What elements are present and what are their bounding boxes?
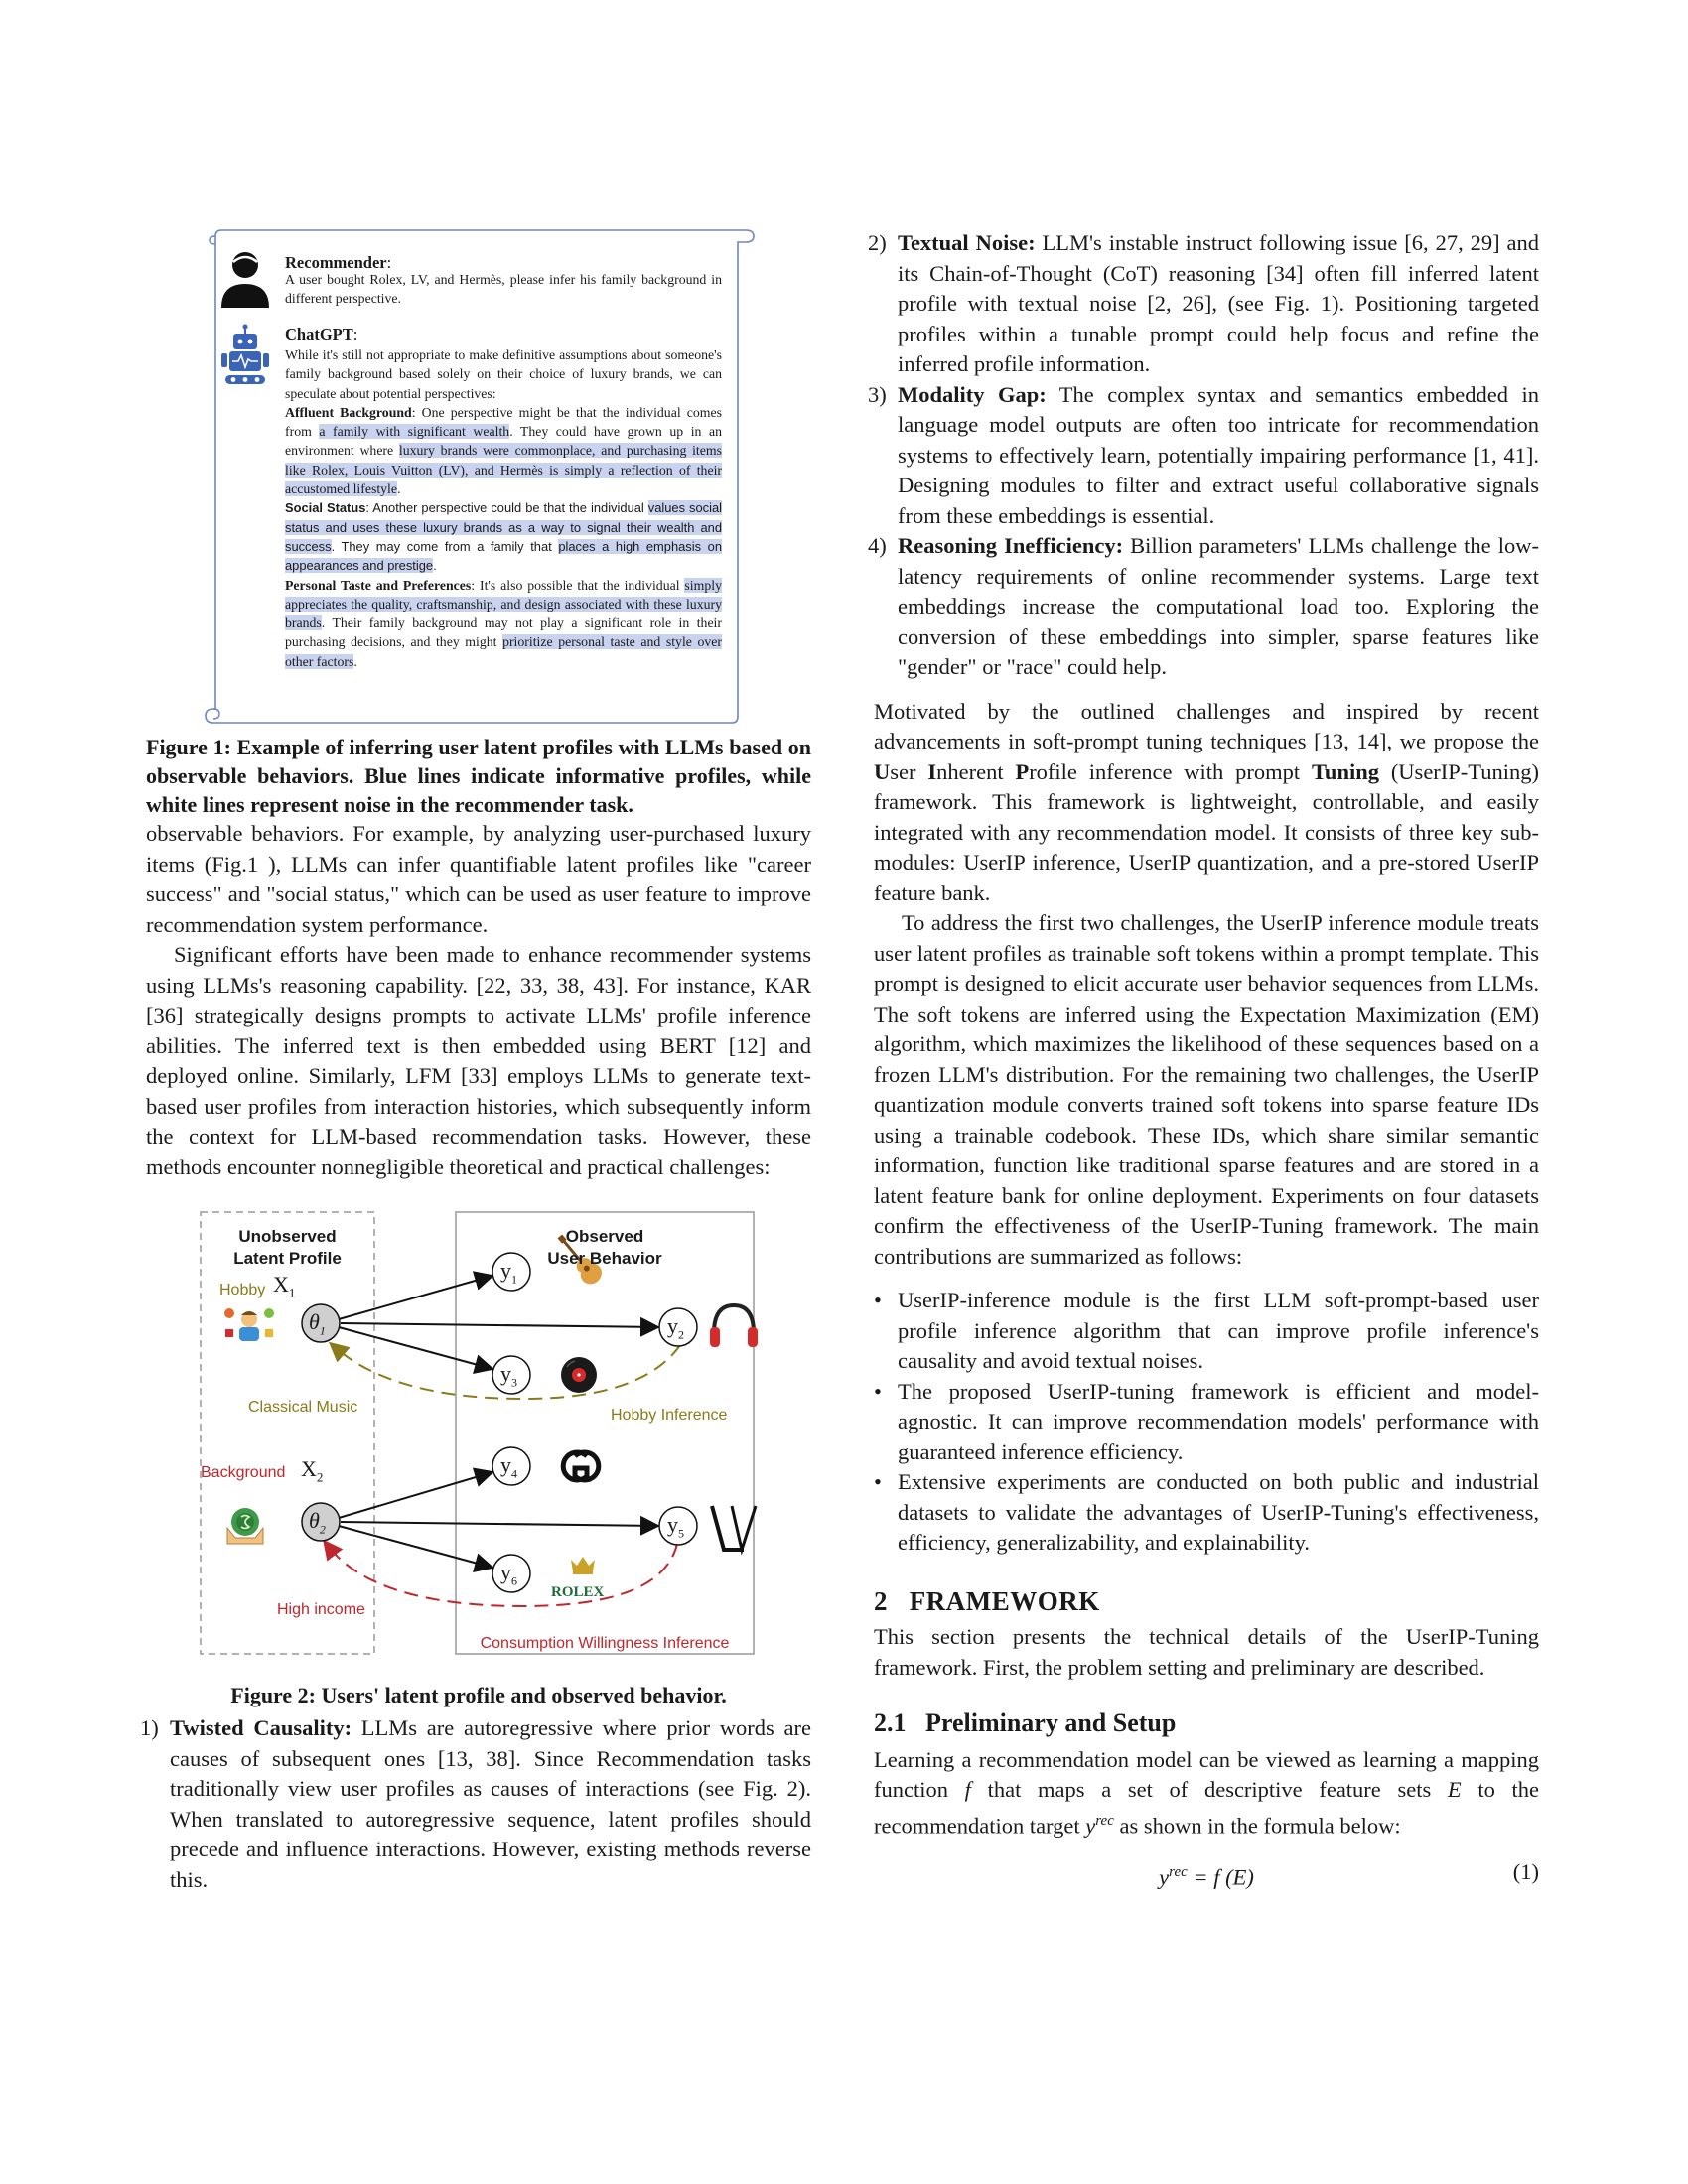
- hobby-label: Hobby: [219, 1282, 266, 1298]
- left-column: [140, 228, 812, 1895]
- left-paragraph-1: observable behaviors. For example, by analyzing user-purchased luxury items (Fig.1 ), LLMs can infer quantifiable latent profiles like "career success" and "social status," which can be used as user feature to improve recommendation system performance.: [146, 821, 811, 937]
- chatgpt-intro: While it's still not appropriate to make definitive assumptions about someone's family background based solely on their choice of luxury brands, we can speculate about potential perspectives:: [285, 347, 722, 401]
- personal-taste-paragraph: Personal Taste and Preferences: It's also possible that the individual simply appreciates the quality, craftsmanship, and design associated with these luxury brands. Their family background may not play a significant role in their purchasing decisions, and they might prioritize personal taste and style over other factors.: [285, 577, 722, 669]
- challenge-item: 1) Twisted Causality: LLMs are autoregressive where prior words are causes of subsequent ones [13, 38]. Since Recommendation tasks traditionally view user profiles as causes of interactions (see Fig. 2). When translated to autoregressive sequence, latent profiles should precede and influence interactions. However, existing methods reverse this.: [140, 1715, 812, 1892]
- affluent-paragraph: Affluent Background: One perspective might be that the individual comes from a family with significant wealth. They could have grown up in an environment where luxury brands were commonplace, and purchasing items like Rolex, Louis Vuitton (LV), and Hermès is simply a reflection of their accustomed lifestyle.: [285, 404, 722, 497]
- headphones-icon: [710, 1305, 758, 1347]
- section-2-1-heading: 2.1 Preliminary and Setup: [874, 1708, 1177, 1737]
- figure-1-caption: Figure 1: Example of inferring user latent profiles with LLMs based on observable behaviors. Blue lines indicate informative profiles, while white lines represent noise in the recommender task.: [146, 735, 811, 817]
- challenge-item: 4) Reasoning Inefficiency: Billion parameters' LLMs challenge the low-latency requirements of online recommender systems. Large text embeddings increase the computational load too. Exploring the conversion of these embeddings into simpler, sparse features like "gender" or "race" could help.: [868, 533, 1539, 679]
- section-2-intro: This section presents the technical details of the UserIP-Tuning framework. First, the problem setting and preliminary are described.: [874, 1624, 1539, 1680]
- gucci-logo-icon: [563, 1452, 599, 1480]
- y4-node: $y_4$: [500, 1452, 517, 1481]
- address-paragraph: To address the first two challenges, the UserIP inference module treats user latent profiles as trainable soft tokens within a prompt template. This prompt is designed to elicit accurate user behavior sequences from LLMs. The soft tokens are inferred using the Expectation Maximization (EM) algorithm, which maximizes the likelihood of these sequences based on a frozen LLM's distribution. For the remaining two challenges, the UserIP quantization module converts trained soft tokens into sparse feature IDs using a trainable codebook. These IDs, which share similar semantic information, function like traditional sparse features and are stored in a latent feature bank for online deployment. Experiments on four datasets confirm the effectiveness of the UserIP-Tuning framework. The main contributions are summarized as follows:: [874, 910, 1539, 1269]
- contribution-item: • UserIP-inference module is the first LLM soft-prompt-based user profile inference algorithm that can improve profile inference's causality and avoid textual noises.: [874, 1288, 1539, 1373]
- equation-number: (1): [1512, 1858, 1539, 1884]
- lv-logo-icon: [712, 1506, 756, 1550]
- x2-label: $X_2$: [301, 1456, 324, 1485]
- contribution-item: • Extensive experiments are conducted on both public and industrial datasets to validate the advantages of UserIP-Tuning's effectiveness, efficiency, generalizability, and explainability.: [874, 1469, 1539, 1555]
- recommender-prompt: A user bought Rolex, LV, and Hermès, please infer his family background in different perspective.: [285, 272, 722, 307]
- y3-node: $y_3$: [500, 1361, 517, 1390]
- hobby-inference-label: Hobby Inference: [611, 1407, 728, 1424]
- figure-2-diagram: [146, 1204, 811, 1681]
- observed-label: Observed User Behavior: [547, 1227, 662, 1268]
- y1-node: $y_1$: [500, 1258, 517, 1287]
- figure-2-caption: Figure 2: Users' latent profile and observed behavior.: [230, 1683, 727, 1707]
- hobby-person-icon: [224, 1308, 274, 1341]
- rolex-crown-icon: [571, 1557, 595, 1574]
- background-label: Background: [201, 1464, 286, 1481]
- robot-icon: [219, 324, 271, 387]
- theta1-node: $\theta_1$: [309, 1309, 326, 1338]
- recommender-role: Recommender:: [285, 253, 392, 272]
- equation-1: $y^{rec} = f$ (E) (1): [1159, 1858, 1539, 1889]
- contribution-item: • The proposed UserIP-tuning framework is efficient and model-agnostic. It can improve recommendation models' performance with guaranteed inference efficiency.: [874, 1378, 1539, 1464]
- theta2-node: $\theta_2$: [309, 1508, 326, 1537]
- high-income-label: High income: [277, 1601, 365, 1618]
- y6-node: $y_6$: [500, 1560, 517, 1588]
- unobserved-label: Unobserved Latent Profile: [233, 1227, 342, 1268]
- x1-label: $X_1$: [273, 1272, 296, 1300]
- section-2-1-paragraph: Learning a recommendation model can be viewed as learning a mapping function f that maps a set of descriptive feature sets E to the recommendation target $y^{rec}$ as shown in the formula below:: [874, 1746, 1539, 1838]
- motivation-paragraph: Motivated by the outlined challenges and inspired by recent advancements in soft-prompt tuning techniques [13, 14], we propose the User Inherent Profile inference with prompt Tuning (UserIP-Tuning) framework. This framework is lightweight, controllable, and easily integrated with any recommendation model. It consists of three key sub-modules: UserIP inference, UserIP quantization, and a pre-stored UserIP feature bank.: [874, 698, 1539, 905]
- chatgpt-role: ChatGPT:: [285, 325, 358, 343]
- left-paragraph-2: Significant efforts have been made to enhance recommender systems using LLMs's reasoning capability. [22, 33, 38, 43]. For instance, KAR [36] strategically designs prompts to activate LLMs' profile inference abilities. The inferred text is then embedded using BERT [12] and deployed online. Similarly, LFM [33] employs LLMs to generate text-based user profiles from interaction histories, which subsequently inform the context for LLM-based recommendation tasks. However, these methods encounter nonnegligible theoretical and practical challenges:: [146, 942, 811, 1179]
- y2-node: $y_2$: [667, 1313, 684, 1342]
- challenge-item: 2) Textual Noise: LLM's instable instruct following issue [6, 27, 29] and its Chain-of-Thought (CoT) reasoning [34] often fill inferred latent profile with textual noise [2, 26], (see Fig. 1). Positioning targeted profiles within a tunable prompt could help focus and refine the inferred profile information.: [868, 230, 1540, 376]
- user-icon: [217, 248, 273, 310]
- section-2-heading: 2 FRAMEWORK: [874, 1585, 1100, 1616]
- classical-music-label: Classical Music: [248, 1399, 358, 1416]
- challenge-item: 3) Modality Gap: The complex syntax and semantics embedded in language model outputs are often too intricate for recommendation systems to effectively learn, potentially impairing performance [1, 41]. Designing modules to filter and extract useful collaborative signals from these embeddings is essential.: [868, 381, 1539, 528]
- money-hand-icon: [227, 1508, 263, 1544]
- challenges-list-right: [868, 228, 1540, 683]
- right-column: [868, 228, 1540, 1891]
- social-status-paragraph: Social Status: Another perspective could be that the individual values social status and uses these luxury brands as a way to signal their wealth and success. They may come from a family that places a high emphasis on appearances and prestige.: [285, 500, 722, 574]
- figure-1-chat-example: [213, 228, 750, 725]
- challenges-list-left: [140, 1713, 812, 1895]
- vinyl-record-icon: [561, 1357, 597, 1393]
- rolex-logo-text: ROLEX: [551, 1584, 605, 1600]
- chatgpt-response: [285, 345, 722, 671]
- y5-node: $y_5$: [667, 1512, 684, 1541]
- contributions-list: [874, 1286, 1539, 1559]
- consumption-inference-label: Consumption Willingness Inference: [480, 1635, 730, 1652]
